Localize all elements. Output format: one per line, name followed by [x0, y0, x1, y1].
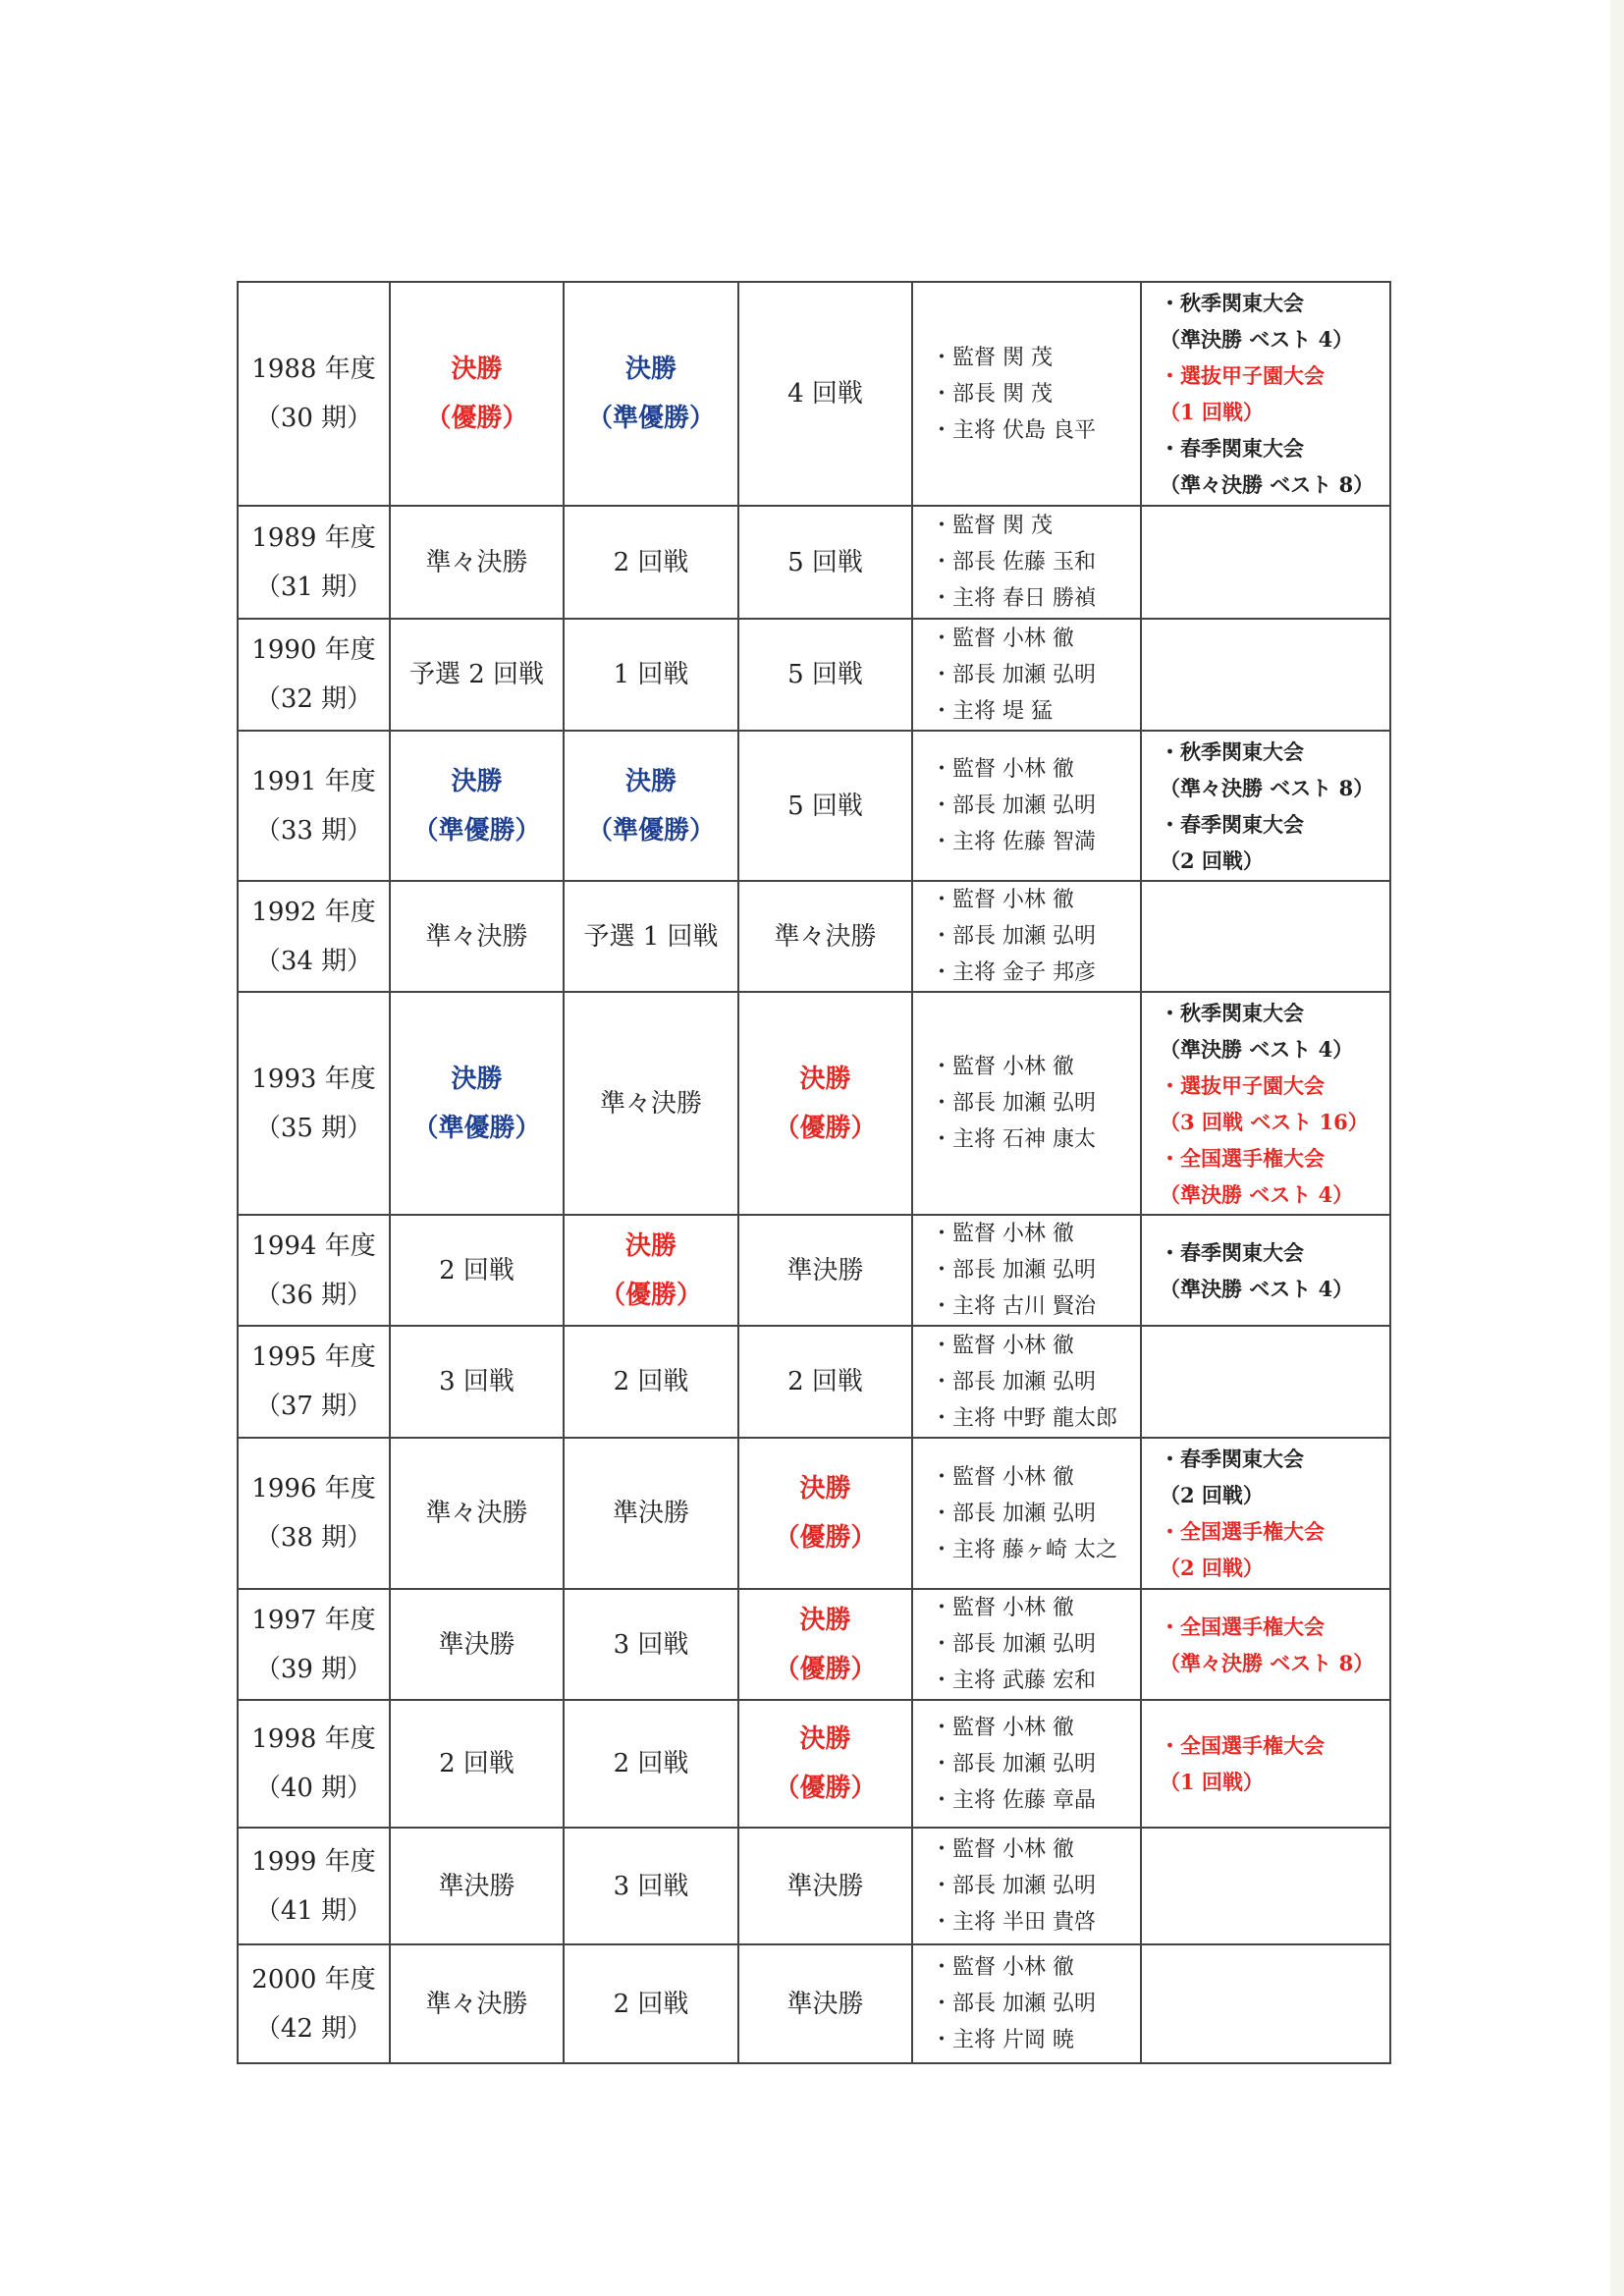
table-body	[238, 282, 1390, 2063]
notes-cell	[1141, 1438, 1390, 1589]
staff-line: ・部長 加瀬 弘明	[931, 793, 1096, 818]
staff-line: ・監督 小林 徹	[931, 888, 1074, 912]
result-text: 3 回戦	[613, 1629, 689, 1660]
staff-line: ・部長 加瀬 弘明	[931, 1258, 1096, 1283]
notes-cell	[1141, 1944, 1390, 2063]
staff-line: ・監督 小林 徹	[931, 1715, 1074, 1740]
staff-line: ・監督 関 茂	[931, 514, 1053, 538]
period-label: （39 期）	[254, 1654, 373, 1684]
result-cell	[564, 992, 738, 1215]
note-line: （1 回戦）	[1160, 1770, 1264, 1794]
result-cell	[390, 1589, 564, 1700]
result-text: （準優勝）	[412, 815, 541, 846]
staff-cell	[912, 506, 1141, 619]
note-line: ・春季関東大会	[1160, 1239, 1304, 1265]
note-line: （2 回戦）	[1160, 1483, 1264, 1507]
staff-cell	[912, 992, 1141, 1215]
result-text: 準決勝	[612, 1499, 689, 1528]
table-row	[238, 619, 1390, 731]
result-text: 決勝	[799, 1724, 851, 1754]
result-text: 決勝	[799, 1064, 851, 1094]
result-text: 2 回戦	[613, 547, 689, 577]
note-line: ・全国選手権大会	[1160, 1519, 1325, 1544]
result-cell	[390, 1700, 564, 1828]
staff-cell	[912, 731, 1141, 881]
notes-cell	[1141, 1326, 1390, 1438]
staff-cell	[912, 1589, 1141, 1700]
period-label: （30 期）	[254, 404, 373, 433]
year-label: 1994 年度	[251, 1230, 376, 1261]
year-cell	[238, 1700, 390, 1828]
staff-line: ・主将 古川 賢治	[931, 1294, 1096, 1319]
staff-line: ・監督 小林 徹	[931, 1333, 1074, 1358]
result-cell	[738, 1438, 912, 1589]
result-text: 準々決勝	[774, 921, 877, 952]
result-text: 5 回戦	[787, 547, 863, 577]
result-cell	[738, 1700, 912, 1828]
staff-line: ・主将 堤 猛	[931, 698, 1053, 724]
note-line: （準決勝 ベスト 4）	[1160, 1181, 1354, 1207]
result-text: 準決勝	[786, 1871, 864, 1901]
staff-cell	[912, 619, 1141, 731]
year-label: 2000 年度	[251, 1964, 376, 1995]
result-cell	[390, 282, 564, 506]
staff-line: ・部長 加瀬 弘明	[931, 1632, 1096, 1657]
table-row	[238, 992, 1390, 1215]
table-row	[238, 1944, 1390, 2063]
note-line: ・春季関東大会	[1160, 1447, 1304, 1471]
note-line: ・春季関東大会	[1160, 811, 1304, 837]
result-text: 決勝	[624, 766, 677, 796]
result-cell	[564, 1589, 738, 1700]
result-text: （準優勝）	[586, 404, 715, 433]
year-cell	[238, 1828, 390, 1944]
result-cell	[738, 1589, 912, 1700]
result-cell	[564, 619, 738, 731]
staff-line: ・主将 佐藤 章晶	[931, 1787, 1096, 1813]
note-line: （2 回戦）	[1160, 847, 1264, 873]
staff-cell	[912, 1700, 1141, 1828]
staff-line: ・部長 加瀬 弘明	[931, 1992, 1096, 2016]
staff-cell	[912, 881, 1141, 992]
staff-cell	[912, 1438, 1141, 1589]
table-row	[238, 506, 1390, 619]
period-label: （40 期）	[254, 1774, 373, 1803]
table-row	[238, 1438, 1390, 1589]
result-cell	[738, 992, 912, 1215]
result-text: 決勝	[451, 766, 503, 796]
result-text: 予選 1 回戦	[583, 921, 719, 952]
result-text: 準々決勝	[599, 1088, 702, 1119]
period-label: （32 期）	[254, 684, 373, 714]
staff-line: ・主将 春日 勝禎	[931, 586, 1096, 611]
result-cell	[564, 731, 738, 881]
result-text: 2 回戦	[787, 1367, 863, 1396]
result-text: 準々決勝	[425, 1499, 528, 1528]
staff-cell	[912, 1215, 1141, 1326]
year-label: 1993 年度	[251, 1064, 376, 1094]
result-text: （優勝）	[774, 1654, 877, 1684]
result-text: 3 回戦	[613, 1871, 689, 1901]
note-line: （準々決勝 ベスト 8）	[1160, 472, 1375, 497]
staff-line: ・監督 小林 徹	[931, 757, 1074, 782]
staff-line: ・主将 中野 龍太郎	[931, 1405, 1117, 1431]
year-label: 1996 年度	[251, 1474, 376, 1503]
notes-cell	[1141, 506, 1390, 619]
result-text: 準決勝	[786, 1989, 864, 2019]
staff-line: ・主将 片岡 暁	[931, 2028, 1074, 2052]
result-cell	[390, 1828, 564, 1944]
staff-line: ・部長 加瀬 弘明	[931, 924, 1096, 949]
result-cell	[564, 1438, 738, 1589]
staff-cell	[912, 1326, 1141, 1438]
year-label: 1992 年度	[251, 897, 376, 927]
note-line: ・選抜甲子園大会	[1160, 363, 1325, 388]
notes-cell	[1141, 992, 1390, 1215]
result-cell	[564, 282, 738, 506]
result-text: 2 回戦	[439, 1749, 514, 1778]
year-cell	[238, 1438, 390, 1589]
staff-line: ・部長 加瀬 弘明	[931, 662, 1096, 687]
result-text: 2 回戦	[439, 1255, 514, 1285]
result-text: （優勝）	[774, 1523, 877, 1553]
year-label: 1989 年度	[251, 522, 376, 553]
year-cell	[238, 1215, 390, 1326]
year-label: 1990 年度	[251, 635, 376, 665]
result-text: 準々決勝	[425, 547, 528, 577]
result-cell	[738, 1828, 912, 1944]
result-text: （準優勝）	[586, 815, 715, 846]
result-text: 5 回戦	[787, 660, 863, 689]
result-text: 決勝	[799, 1605, 851, 1635]
note-line: ・秋季関東大会	[1160, 1000, 1304, 1025]
year-cell	[238, 1589, 390, 1700]
staff-line: ・部長 加瀬 弘明	[931, 1091, 1096, 1116]
staff-line: ・主将 武藤 宏和	[931, 1668, 1096, 1693]
table-row	[238, 731, 1390, 881]
result-text: （優勝）	[425, 404, 528, 433]
year-cell	[238, 619, 390, 731]
staff-line: ・監督 小林 徹	[931, 1596, 1074, 1620]
period-label: （34 期）	[254, 946, 373, 976]
staff-line: ・部長 佐藤 玉和	[931, 550, 1096, 574]
result-text: （優勝）	[774, 1774, 877, 1803]
table-row	[238, 881, 1390, 992]
result-cell	[564, 1215, 738, 1326]
result-text: 決勝	[451, 1064, 503, 1094]
period-label: （41 期）	[254, 1895, 373, 1926]
staff-line: ・主将 半田 貴啓	[931, 1910, 1096, 1935]
result-cell	[390, 992, 564, 1215]
result-cell	[390, 1944, 564, 2063]
staff-line: ・監督 小林 徹	[931, 1222, 1074, 1246]
result-cell	[390, 1215, 564, 1326]
note-line: ・選抜甲子園大会	[1160, 1072, 1325, 1098]
result-cell	[390, 506, 564, 619]
notes-cell	[1141, 282, 1390, 506]
result-text: 決勝	[624, 1230, 677, 1261]
year-label: 1995 年度	[251, 1342, 376, 1372]
year-cell	[238, 992, 390, 1215]
staff-line: ・主将 石神 康太	[931, 1127, 1096, 1152]
result-text: 決勝	[624, 355, 677, 384]
staff-line: ・主将 伏島 良平	[931, 417, 1096, 443]
year-cell	[238, 1326, 390, 1438]
result-cell	[738, 282, 912, 506]
staff-line: ・監督 関 茂	[931, 345, 1053, 370]
result-cell	[738, 506, 912, 619]
result-text: 2 回戦	[613, 1749, 689, 1778]
note-line: （3 回戦 ベスト 16）	[1160, 1109, 1369, 1134]
result-text: 決勝	[451, 355, 503, 384]
year-label: 1999 年度	[251, 1846, 376, 1877]
result-cell	[738, 731, 912, 881]
table-row	[238, 282, 1390, 506]
note-line: （1 回戦）	[1160, 400, 1264, 424]
note-line: ・全国選手権大会	[1160, 1733, 1325, 1758]
staff-line: ・監督 小林 徹	[931, 1464, 1074, 1490]
notes-cell	[1141, 1700, 1390, 1828]
period-label: （42 期）	[254, 2013, 373, 2044]
result-text: 準決勝	[786, 1255, 864, 1285]
staff-line: ・監督 小林 徹	[931, 1955, 1074, 1980]
year-label: 1988 年度	[251, 355, 376, 384]
year-cell	[238, 282, 390, 506]
staff-line: ・部長 関 茂	[931, 381, 1053, 407]
year-label: 1991 年度	[251, 766, 376, 796]
year-label: 1997 年度	[251, 1605, 376, 1635]
staff-line: ・監督 小林 徹	[931, 1055, 1074, 1079]
notes-cell	[1141, 731, 1390, 881]
note-line: （準決勝 ベスト 4）	[1160, 327, 1354, 352]
result-cell	[738, 881, 912, 992]
note-line: （準決勝 ベスト 4）	[1160, 1276, 1354, 1301]
result-text: 準々決勝	[425, 1989, 528, 2019]
result-cell	[564, 506, 738, 619]
result-text: 3 回戦	[439, 1367, 514, 1396]
result-cell	[564, 1944, 738, 2063]
result-cell	[390, 881, 564, 992]
result-cell	[738, 1326, 912, 1438]
result-text: 準決勝	[438, 1871, 515, 1901]
result-text: 4 回戦	[787, 379, 863, 409]
result-cell	[564, 1828, 738, 1944]
staff-line: ・部長 加瀬 弘明	[931, 1369, 1096, 1394]
result-cell	[564, 881, 738, 992]
period-label: （31 期）	[254, 572, 373, 602]
notes-cell	[1141, 619, 1390, 731]
note-line: （準々決勝 ベスト 8）	[1160, 775, 1375, 800]
result-text: 5 回戦	[787, 791, 863, 821]
result-text: 準決勝	[438, 1629, 515, 1660]
result-text: （優勝）	[774, 1113, 877, 1143]
staff-line: ・主将 金子 邦彦	[931, 960, 1096, 985]
staff-line: ・部長 加瀬 弘明	[931, 1751, 1096, 1777]
notes-cell	[1141, 881, 1390, 992]
result-text: 2 回戦	[613, 1367, 689, 1396]
staff-line: ・監督 小林 徹	[931, 1837, 1074, 1862]
staff-line: ・監督 小林 徹	[931, 626, 1074, 651]
year-cell	[238, 1944, 390, 2063]
result-text: 決勝	[799, 1474, 851, 1503]
note-line: （準決勝 ベスト 4）	[1160, 1036, 1354, 1062]
year-label: 1998 年度	[251, 1724, 376, 1754]
result-cell	[390, 1326, 564, 1438]
note-line: ・全国選手権大会	[1160, 1613, 1325, 1639]
year-cell	[238, 731, 390, 881]
staff-cell	[912, 1944, 1141, 2063]
result-text: （優勝）	[599, 1280, 702, 1310]
table-row	[238, 1700, 1390, 1828]
notes-cell	[1141, 1828, 1390, 1944]
result-cell	[738, 619, 912, 731]
table-row	[238, 1326, 1390, 1438]
table-row	[238, 1215, 1390, 1326]
result-cell	[738, 1944, 912, 2063]
period-label: （35 期）	[254, 1113, 373, 1143]
staff-line: ・主将 藤ヶ崎 太之	[931, 1537, 1117, 1562]
period-label: （36 期）	[254, 1280, 373, 1310]
result-cell	[738, 1215, 912, 1326]
result-cell	[564, 1700, 738, 1828]
note-line: ・秋季関東大会	[1160, 291, 1304, 315]
period-label: （33 期）	[254, 815, 373, 846]
note-line: ・全国選手権大会	[1160, 1145, 1325, 1171]
note-line: ・春季関東大会	[1160, 436, 1304, 461]
note-line: ・秋季関東大会	[1160, 738, 1304, 764]
year-cell	[238, 881, 390, 992]
table-row	[238, 1589, 1390, 1700]
period-label: （38 期）	[254, 1523, 373, 1553]
staff-line: ・主将 佐藤 智満	[931, 830, 1096, 854]
result-text: 準々決勝	[425, 921, 528, 952]
notes-cell	[1141, 1215, 1390, 1326]
result-cell	[390, 731, 564, 881]
table-row	[238, 1828, 1390, 1944]
staff-line: ・部長 加瀬 弘明	[931, 1501, 1096, 1526]
notes-cell	[1141, 1589, 1390, 1700]
note-line: （2 回戦）	[1160, 1556, 1264, 1580]
staff-cell	[912, 1828, 1141, 1944]
page-edge	[1610, 0, 1624, 2296]
result-cell	[390, 619, 564, 731]
year-cell	[238, 506, 390, 619]
result-cell	[390, 1438, 564, 1589]
result-text: （準優勝）	[412, 1113, 541, 1143]
result-text: 1 回戦	[613, 660, 689, 689]
note-line: （準々決勝 ベスト 8）	[1160, 1650, 1375, 1675]
result-text: 2 回戦	[613, 1989, 689, 2019]
result-text: 予選 2 回戦	[408, 660, 545, 689]
staff-line: ・部長 加瀬 弘明	[931, 1874, 1096, 1898]
staff-cell	[912, 282, 1141, 506]
period-label: （37 期）	[254, 1392, 373, 1421]
result-cell	[564, 1326, 738, 1438]
season-results-table	[237, 281, 1391, 2064]
